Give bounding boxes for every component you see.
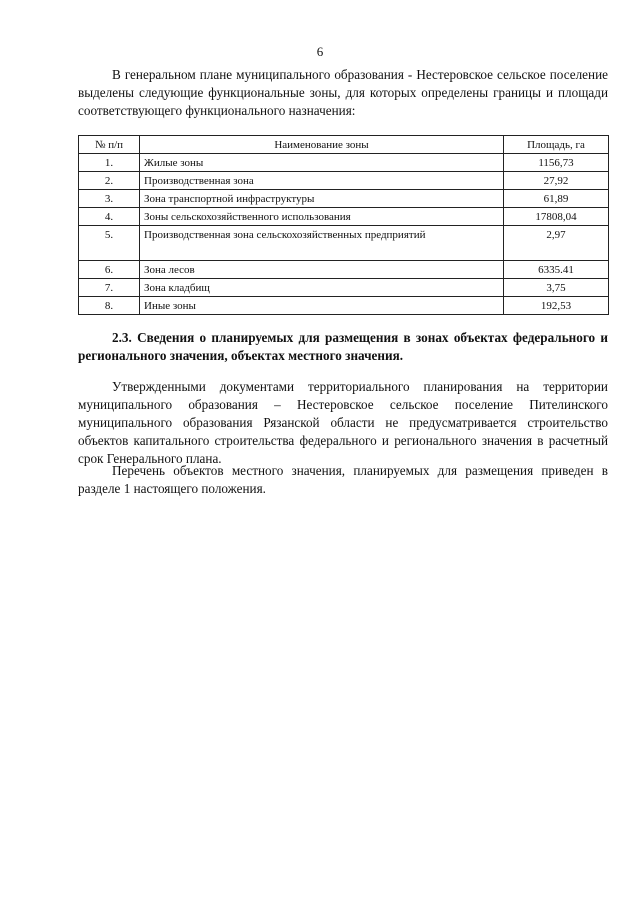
table-row xyxy=(79,261,609,279)
table-row xyxy=(79,279,609,297)
header-name: Наименование зоны xyxy=(140,136,504,154)
row-num: 4. xyxy=(79,208,140,226)
section-paragraph-2: Перечень объектов местного значения, планируемых для размещения приведен в разделе 1 настоящего положения. xyxy=(78,463,608,496)
row-num: 7. xyxy=(79,279,140,297)
table-row xyxy=(79,208,609,226)
row-num: 8. xyxy=(79,297,140,315)
zones-table xyxy=(78,135,609,315)
row-num: 5. xyxy=(79,226,140,261)
table-row xyxy=(79,190,609,208)
row-name: Зона кладбищ xyxy=(140,279,504,297)
table-row xyxy=(79,226,609,261)
page-number: 6 xyxy=(316,44,324,59)
table-header-row xyxy=(79,136,609,154)
row-name: Зона транспортной инфраструктуры xyxy=(140,190,504,208)
header-area: Площадь, га xyxy=(504,136,609,154)
row-name: Производственная зона сельскохозяйственных предприятий xyxy=(140,226,504,261)
row-name: Жилые зоны xyxy=(140,154,504,172)
row-area: 3,75 xyxy=(504,279,609,297)
row-area: 192,53 xyxy=(504,297,609,315)
row-area: 2,97 xyxy=(504,226,609,261)
table-row xyxy=(79,154,609,172)
row-name: Зона лесов xyxy=(140,261,504,279)
row-area: 17808,04 xyxy=(504,208,609,226)
row-num: 2. xyxy=(79,172,140,190)
row-area: 27,92 xyxy=(504,172,609,190)
section-heading: 2.3. Сведения о планируемых для размещения в зонах объектах федерального и регионального значения, объектах местного значения. xyxy=(78,330,608,363)
row-num: 6. xyxy=(79,261,140,279)
row-num: 1. xyxy=(79,154,140,172)
row-area: 6335.41 xyxy=(504,261,609,279)
row-area: 1156,73 xyxy=(504,154,609,172)
header-num: № п/п xyxy=(79,136,140,154)
section-paragraph-1: Утвержденными документами территориального планирования на территории муниципального образования – Нестеровское сельское поселение Пителинского муниципального образования Рязанской области не предусматривается строительство объектов капитального строительства федерального и регионального значения в расчетный срок Генерального плана. xyxy=(78,379,608,466)
row-name: Зоны сельскохозяйственного использования xyxy=(140,208,504,226)
row-area: 61,89 xyxy=(504,190,609,208)
row-name: Иные зоны xyxy=(140,297,504,315)
row-num: 3. xyxy=(79,190,140,208)
row-name: Производственная зона xyxy=(140,172,504,190)
intro-paragraph: В генеральном плане муниципального образования - Нестеровское сельское поселение выделены следующие функциональные зоны, для которых определены границы и площади соответствующего функционального назначения: xyxy=(78,67,608,118)
table-row xyxy=(79,172,609,190)
table-row xyxy=(79,297,609,315)
